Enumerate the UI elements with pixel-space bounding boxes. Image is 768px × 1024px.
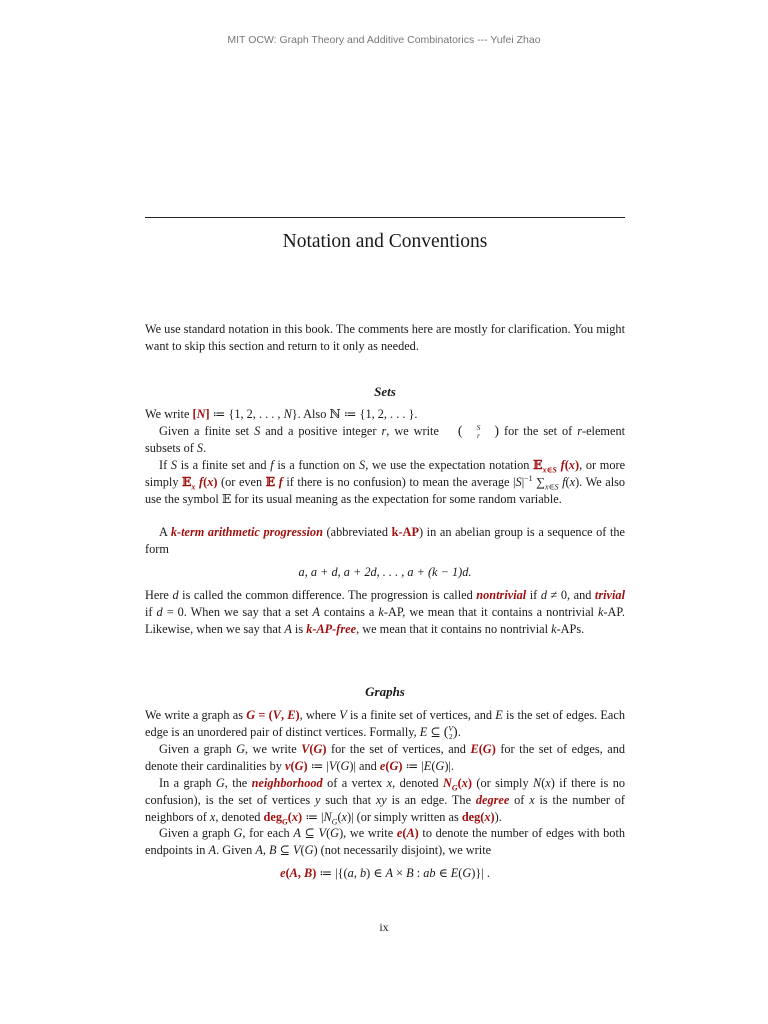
kap-paragraph: A k-term arithmetic progression (abbreviated k-AP) in an abelian group is a sequence of the form: [145, 525, 625, 556]
section-heading-sets: Sets: [374, 384, 396, 399]
term-nontrivial: nontrivial: [476, 588, 527, 602]
section-heading-graphs: Graphs: [365, 684, 405, 699]
term-k-term-ap: k-term arithmetic progression: [170, 525, 323, 539]
intro-text: We use standard notation in this book. The comments here are mostly for clarification. You might want to skip this section and return to it only as needed.: [145, 322, 625, 353]
graphs-paragraph: We write a graph as G = (V, E), where V is a finite set of vertices, and E is the set of edges. Each edge is an unordered pair of distinct vertices. Formally, E ⊆ ( V 2 ) . Given a graph G, we write V(G) for the set of vertices, and E(G) for the set of edges, and denote their cardinalities by v(G) ≔ |V(G)| and e(G) ≔ |E(G)|. In a graph G, the neighborhood of a vertex x, denoted $N_G(x)$ (or simply N(x) if there is no confusion), is the set of vertices y such that xy is an edge. The degree of x is the number of neighbors of x, denoted deg$_G$(x) ≔ $|N_G(x)|$ (or simply written as deg(x)). Given a graph G, for each A ⊆ V(G), we write e(A) to denote the number of edges with both endpoints in A. Given A, B ⊆ V(G) (not necessarily disjoint), we write: [145, 708, 626, 858]
difference-paragraph: Here d is called the common difference. The progression is called nontrivial if d ≠ 0, and trivial if d = 0. When we say that a set A contains a k-AP, we mean that it contains a nontrivial k-AP. Likewise, when we say that A is k-AP-free, we mean that it contains no nontrivial k-APs.: [145, 588, 625, 636]
binomial-S-r: ( S r ): [457, 423, 499, 440]
term-degree: degree: [475, 792, 510, 807]
binomial-V-2: ( V 2 ): [443, 724, 458, 741]
running-header: MIT OCW: Graph Theory and Additive Combinatorics --- Yufei Zhao: [227, 34, 541, 46]
edge-count-formula: e(A, B) ≔ |{(a, b) ∈ A × B : ab ∈ E(G)}| .: [280, 866, 490, 880]
term-k-ap: k-AP: [391, 525, 419, 539]
term-trivial: trivial: [594, 588, 625, 602]
term-neighborhood: neighborhood: [251, 775, 323, 790]
term-k-ap-free: k-AP-free: [306, 621, 357, 636]
intro-paragraph: [145, 321, 625, 355]
page-number: ix: [379, 920, 389, 934]
ap-formula: a, a + d, a + 2d, . . . , a + (k − 1)d.: [298, 565, 472, 579]
sets-paragraph: We write [N] ≔ {1, 2, . . . , N}. Also ℕ ≔ {1, 2, . . . }. Given a finite set S and a positive integer r, we write ( S r ) for the set of r-element subsets of S. If S is a finite set and f is a function on S, we use the expectation notation 𝔼$_{x\in S}$ f(x), or more simply 𝔼$_x$ f(x) (or even 𝔼 f if there is no confusion) to mean the average $|S|^{-1}$ $\sum_{x\in S}$ f(x). We also use the symbol 𝔼 for its usual meaning as the expectation for some random variable.: [145, 407, 626, 506]
title-rule: [145, 217, 625, 218]
chapter-title: Notation and Conventions: [282, 231, 488, 252]
